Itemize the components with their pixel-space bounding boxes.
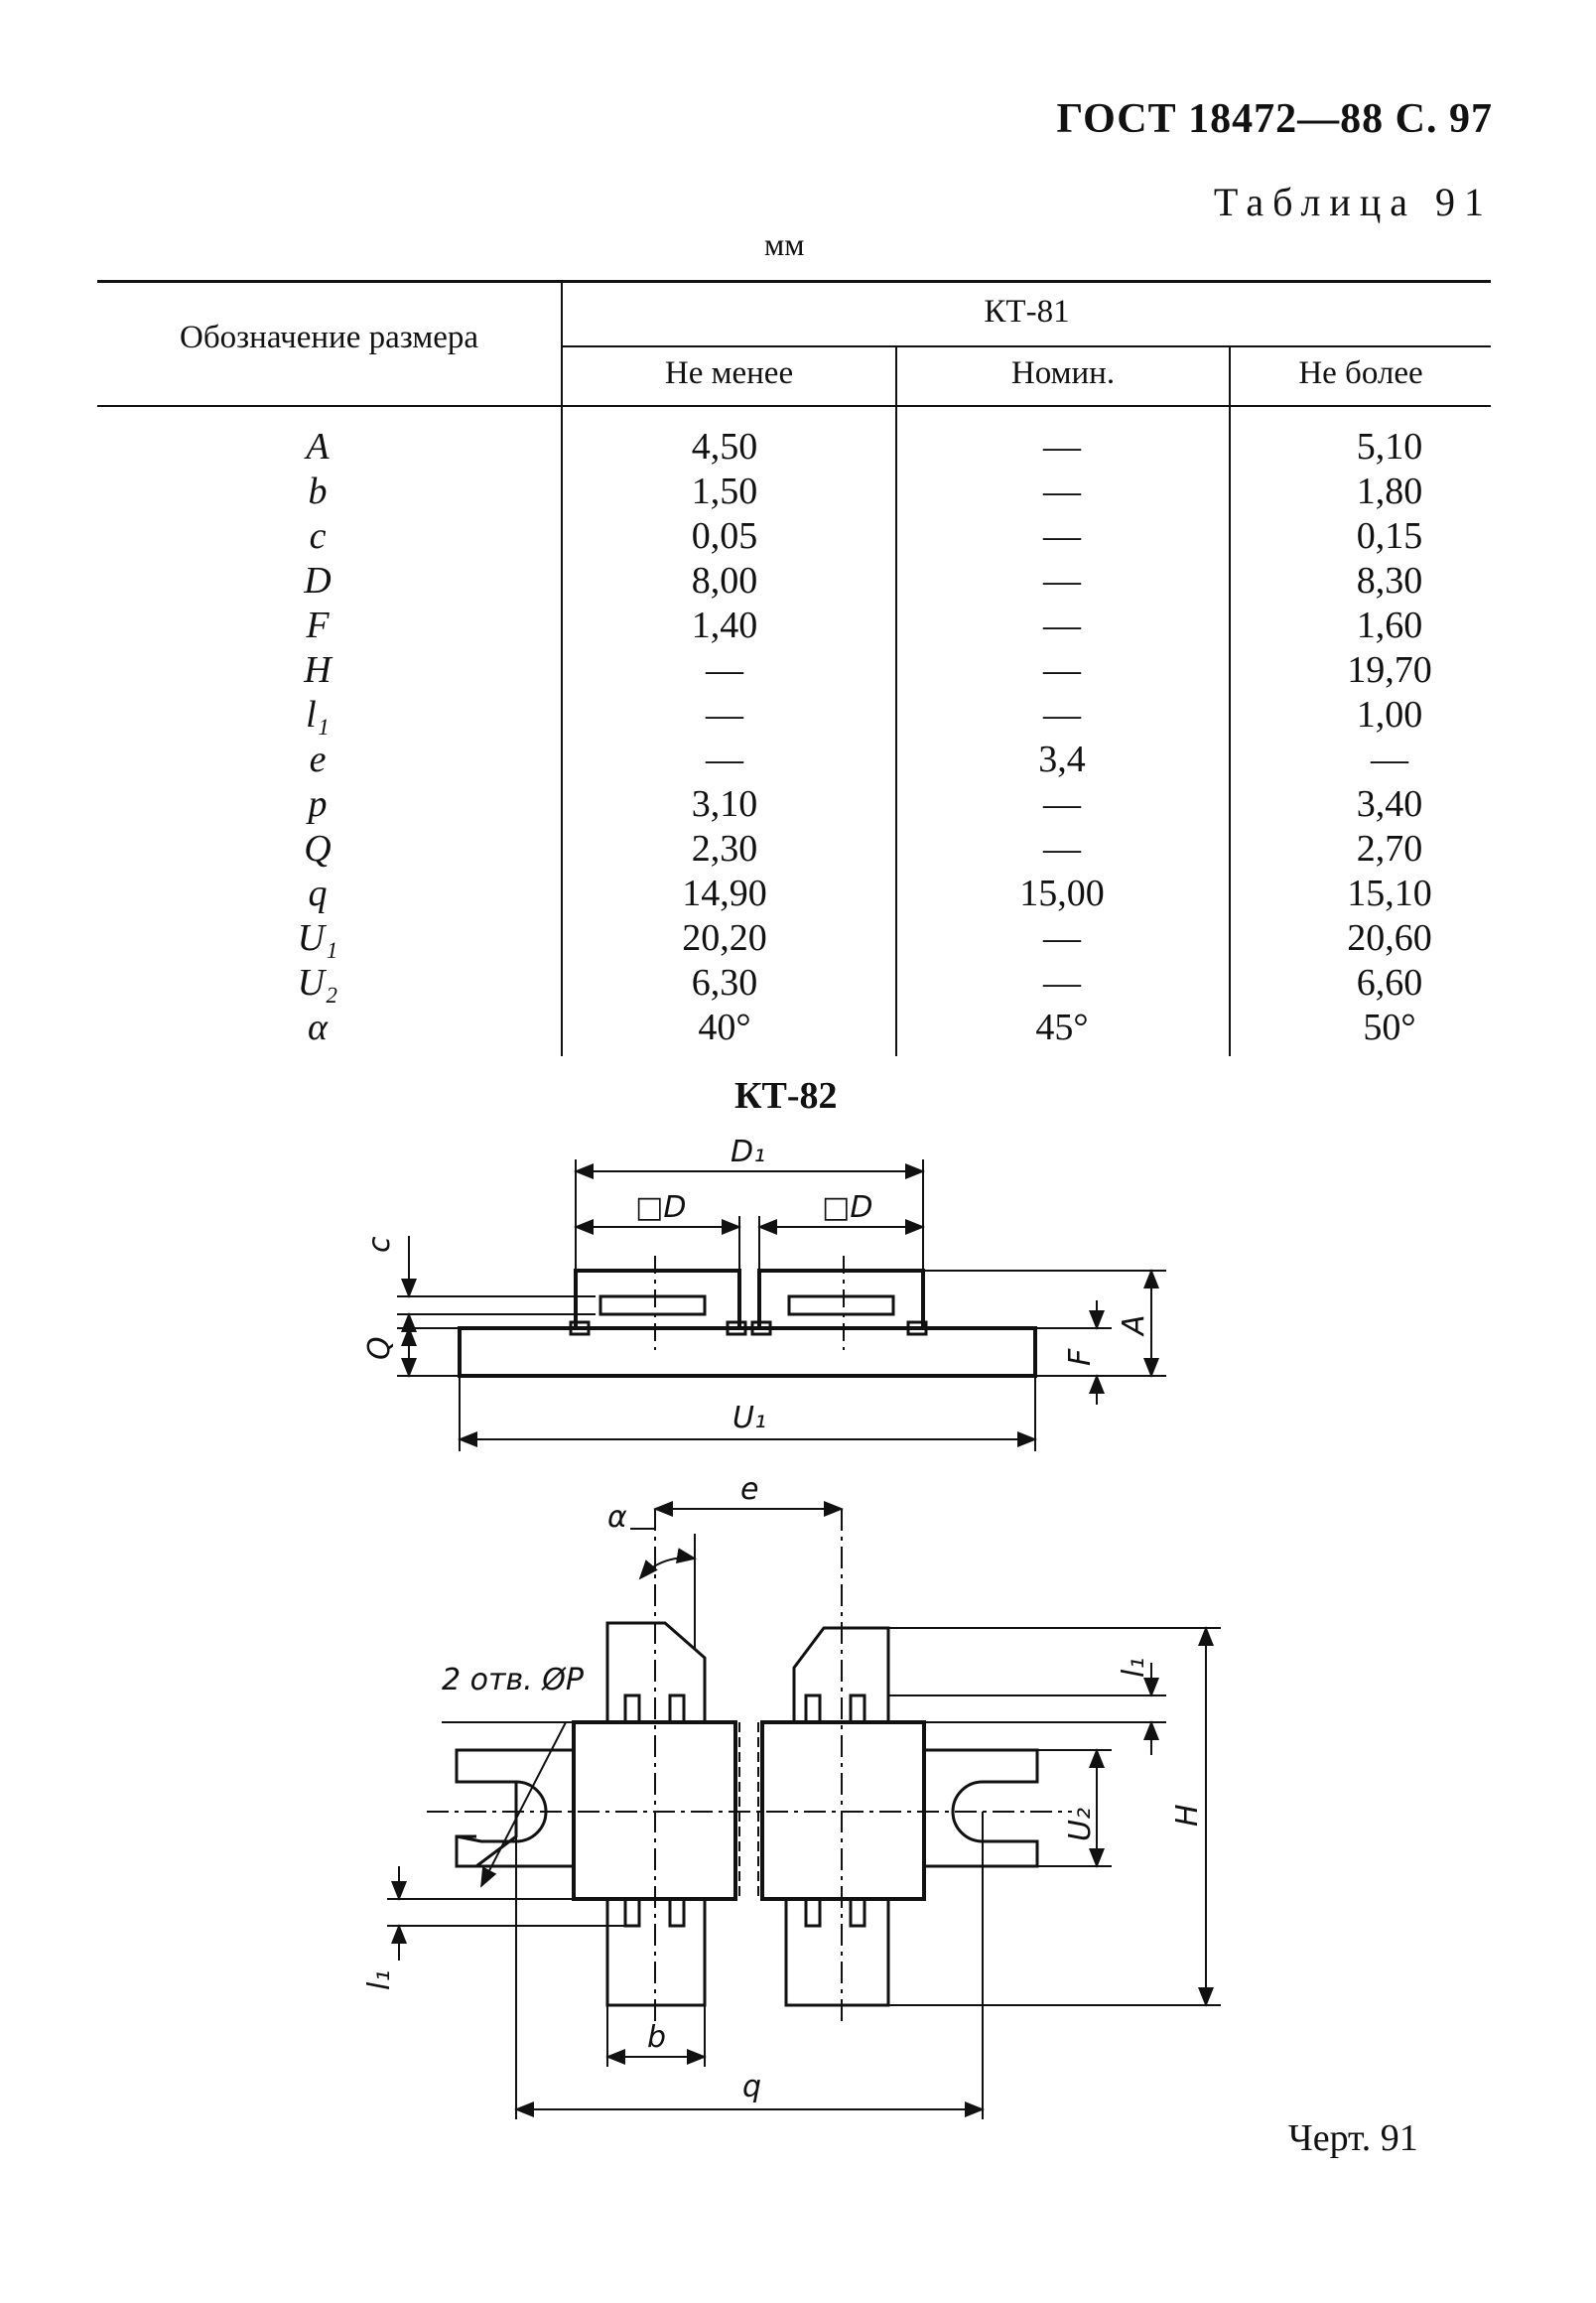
table-cell-max: 1,00 — [1356, 694, 1423, 736]
table-cell-name: Q — [304, 828, 332, 870]
table-cell-name: b — [308, 471, 328, 512]
table-cell-name: U₂ — [297, 962, 338, 1004]
label-holes: 2 отв. ØP — [442, 1663, 584, 1697]
table-cell-nom: 3,4 — [1038, 739, 1086, 780]
table-cell-max: 3,40 — [1356, 783, 1423, 825]
table-cell-max: 19,70 — [1347, 649, 1432, 691]
table-cell-nom: — — [1043, 828, 1081, 870]
table-cell-min: 0,05 — [691, 515, 758, 557]
page-header: ГОСТ 18472—88 С. 97 — [1056, 96, 1493, 142]
table-cell-name: U₁ — [297, 917, 338, 959]
table-cell-name: A — [306, 426, 330, 468]
table-cell-max: 6,60 — [1356, 962, 1423, 1004]
label-b: b — [647, 2020, 667, 2055]
table-cell-max: 5,10 — [1356, 426, 1423, 468]
table-cell-nom: — — [1043, 694, 1081, 736]
table-cell-min: 2,30 — [691, 828, 758, 870]
table-cell-name: D — [304, 560, 332, 602]
table-cell-min: 1,50 — [691, 471, 758, 512]
table-cell-name: e — [309, 739, 327, 780]
group-header: КТ-81 — [984, 294, 1070, 330]
table-cell-nom: — — [1043, 426, 1081, 468]
table-cell-max: 50° — [1363, 1007, 1416, 1048]
label-U2: U₂ — [1063, 1808, 1098, 1841]
sub-header-min: Не менее — [664, 355, 794, 391]
table-cell-min: 8,00 — [691, 560, 758, 602]
label-q: q — [742, 2070, 762, 2104]
table-cell-nom: — — [1043, 560, 1081, 602]
table-cell-name: c — [309, 515, 327, 557]
drawing-labels — [362, 1135, 1205, 2104]
table-cell-min: 4,50 — [691, 426, 758, 468]
table-cell-nom: — — [1043, 649, 1081, 691]
table-cell-max: 15,10 — [1347, 873, 1432, 914]
drawing-title: КТ-82 — [734, 1075, 838, 1117]
table-cell-name: l₁ — [306, 694, 330, 736]
label-F: F — [1063, 1348, 1098, 1366]
label-D-right: □D — [822, 1190, 873, 1225]
table-cell-min: — — [706, 694, 743, 736]
table-cell-nom: 15,00 — [1019, 873, 1105, 914]
label-alpha: α — [607, 1500, 627, 1535]
table-cell-min: 20,20 — [682, 917, 767, 959]
label-D1: D₁ — [731, 1135, 766, 1169]
table-cell-min: 6,30 — [691, 962, 758, 1004]
table-cell-name: F — [306, 605, 330, 646]
table-cell-nom: 45° — [1035, 1007, 1089, 1048]
unit-label: мм — [764, 226, 805, 262]
side-view — [397, 1159, 1166, 1451]
table-cell-min: 14,90 — [682, 873, 767, 914]
table-cell-nom: — — [1043, 471, 1081, 512]
sub-header-max: Не более — [1298, 355, 1423, 391]
label-l1-bottom: l₁ — [362, 1969, 397, 1990]
label-D-left: □D — [635, 1190, 687, 1225]
label-c: c — [362, 1236, 397, 1253]
table-cell-min: 1,40 — [691, 605, 758, 646]
label-A: A — [1117, 1314, 1151, 1335]
table-cell-nom: — — [1043, 783, 1081, 825]
table-cell-name: H — [304, 649, 332, 691]
sub-header-nom: Номин. — [1010, 355, 1116, 391]
table-cell-name: α — [308, 1007, 328, 1048]
table-cell-min: — — [706, 649, 743, 691]
table-cell-name: p — [308, 783, 328, 825]
table-cell-min: — — [706, 739, 743, 780]
table-cell-max: 1,60 — [1356, 605, 1423, 646]
table-cell-max: 8,30 — [1356, 560, 1423, 602]
col-header-name: Обозначение размера — [180, 320, 478, 355]
label-H: H — [1170, 1804, 1205, 1827]
table-cell-nom: — — [1043, 917, 1081, 959]
table-cell-max: 20,60 — [1347, 917, 1432, 959]
table-cell-nom: — — [1043, 605, 1081, 646]
table-cell-name: q — [308, 873, 328, 914]
table-cell-nom: — — [1043, 515, 1081, 557]
table-cell-nom: — — [1043, 962, 1081, 1004]
table-cell-max: 0,15 — [1356, 515, 1423, 557]
table-cell-max: 2,70 — [1356, 828, 1423, 870]
figure-caption: Черт. 91 — [1288, 2117, 1418, 2159]
label-e: e — [740, 1472, 759, 1507]
table-cell-min: 40° — [698, 1007, 751, 1048]
table-cell-max: 1,80 — [1356, 471, 1423, 512]
table-cell-min: 3,10 — [691, 783, 758, 825]
table-cell-max: — — [1371, 739, 1408, 780]
label-U1: U₁ — [732, 1401, 766, 1435]
label-Q: Q — [362, 1336, 397, 1360]
table-title: Таблица 91 — [1213, 180, 1493, 224]
label-l1-top: l₁ — [1117, 1657, 1151, 1678]
